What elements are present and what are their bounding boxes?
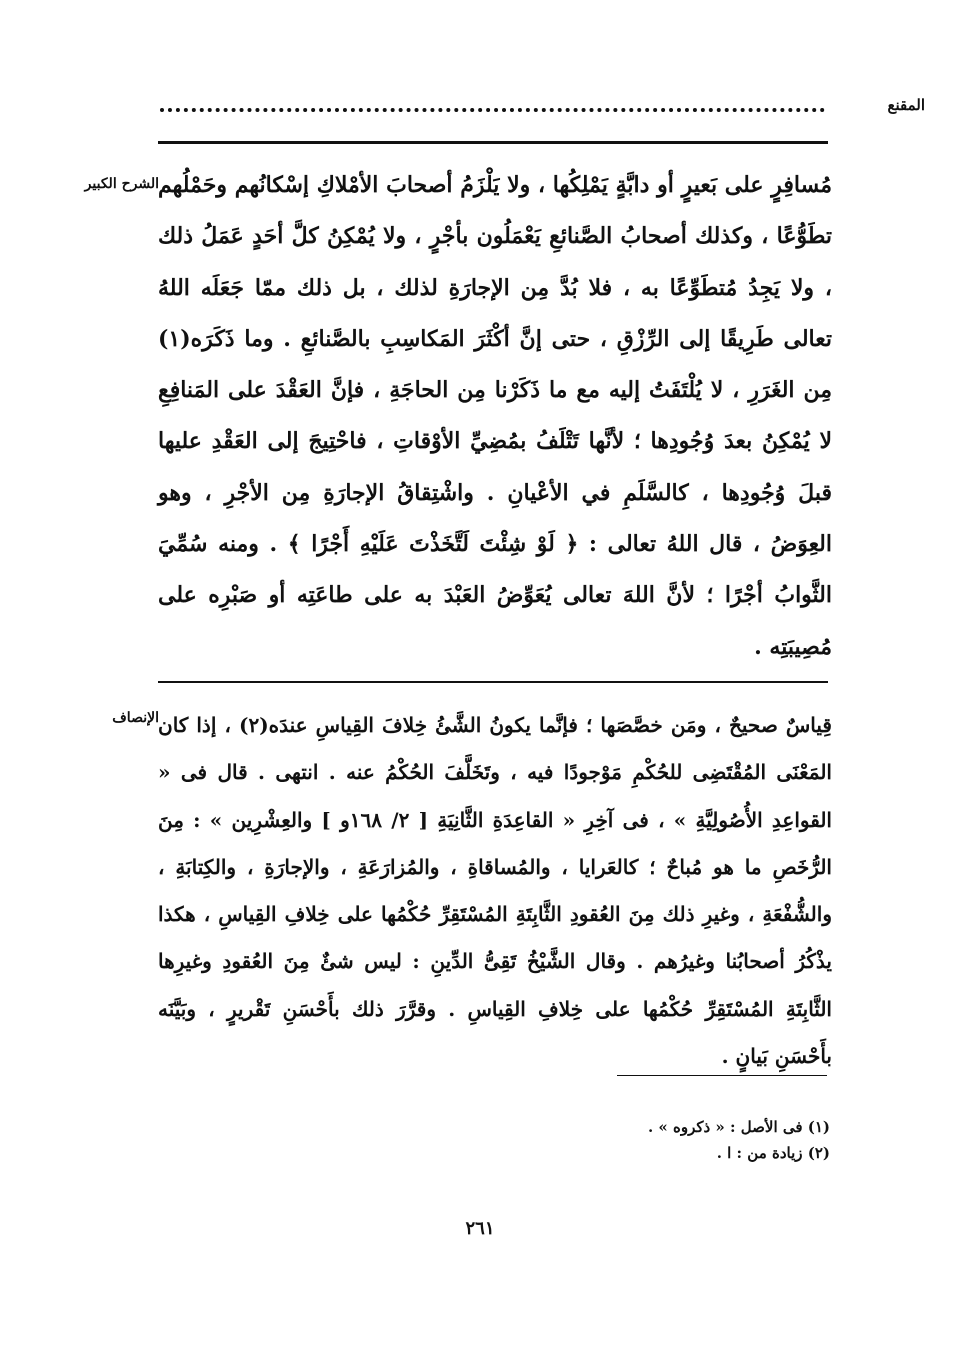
running-head-title: المقنع — [887, 96, 925, 114]
sharh-paragraph: مُسافِرٍ على بَعيرٍ أو دابَّةٍ يَمْلِكُها ، ولا يَلْزَمُ أصحابَ الأمْلاكِ إسْكانُهم وحَمْلُهم تطَوُّعًا ، وكذلك أصحابُ الصَّنائعِ يَعْمَلُون بأجْرٍ ، ولا يُمْكِنُ كلَّ أحَدٍ عَمَلُ ذلك ، ولا يَجِدُ مُتطَوِّعًا به ، فلا بُدَّ مِن الإجارَةِ لذلك ، بل ذلك ممّا جَعَلَه اللهُ تعالى طَرِيقًا إلى الرِّزْقِ ، حتى إنَّ أكْثَرَ المَكاسِبِ بالصَّنائعِ . وما ذَكَرَه(١) مِن الغَرَرِ ، لا يُلْتَفَتُ إليه مع ما ذَكَرْنا مِن الحاجَةِ ، فإنَّ العَقْدَ على المَنافِعِ لا يُمْكِنُ بعدَ وُجُودِها ؛ لأنَّها تَتْلَفُ بمُضِيِّ الأوْقاتِ ، فاحْتِيجَ إلى العَقْدِ عليها قبلَ وُجُودِها ، كالسَّلَمِ في الأعْيانِ . واشْتِقاقُ الإجارَةِ مِن الأجْرِ ، وهو العِوَضُ ، قال اللهُ تعالى : ﴿ لَوْ شِئْتَ لَتَّخَذْتَ عَلَيْهِ أَجْرًا ﴾ . ومنه سُمِّيَ الثَّوابُ أجْرًا ؛ لأنَّ اللهَ تعالى يُعَوِّضُ العَبْدَ به على طاعَتِه أو صَبْرِه على مُصِيبَتِه . — [158, 172, 832, 660]
running-head — [150, 96, 925, 136]
running-head-dotted-leader — [160, 108, 825, 112]
insaf-paragraph: قِياسٌ صحيحٌ ، ومَن خصَّصَها ؛ فإنَّما يكونُ الشَّئُ خِلافَ القِياسِ عندَه(٢) ، إذا كان المَعْنَى المُقْتَضِى للحُكْمِ مَوْجودًا فيه ، وتَخَلَّفَ الحُكْمُ عنه . انتهى . قال فى « القواعِدِ الأُصُولِيَّةِ » ، فى آخِرِ « القاعِدَةِ الثَّانِيَةِ [ ٢/ ١٦٨و ] والعِشْرِين » : مِنَ الرُّخَصِ ما هو مُباحٌ ؛ كالعَرايا ، والمُساقاةِ ، والمُزارَعَةِ ، والإجارَةِ ، والكِتابَةِ ، والشُّفْعَةِ ، وغيرِ ذلك مِنَ العُقودِ الثَّابِتَةِ المُسْتَقِرِّ حُكْمُها على خِلافِ القِياسِ ، هكذا يذْكُرُ أصحابُنا وغيرُهم . وقال الشَّيْخُ تَقِىُّ الدِّينِ : ليس شئٌ مِنَ العُقودِ وغيرِها الثَّابِتَةِ المُسْتَقِرِّ حُكْمُها على خِلافِ القِياسِ . وقرَّرَ ذلك بأَحْسَنِ تَقْريرٍ ، وبَيَّنَه بأَحْسَنِ بَيانٍ . — [158, 713, 832, 1069]
sharh-section-label: الشرح الكبير — [84, 176, 159, 192]
insaf-body-text — [158, 702, 832, 1080]
sharh-body-text — [158, 160, 832, 673]
section-divider — [158, 681, 828, 683]
footnote-1: (١) فى الأصل : « ذكروه » . — [647, 1118, 830, 1136]
footnotes — [470, 1114, 830, 1166]
footnote-rule — [617, 1075, 827, 1076]
insaf-section-label: الإنصاف — [112, 710, 159, 726]
header-rule — [158, 141, 828, 144]
page-number: ٢٦١ — [465, 1218, 495, 1239]
footnote-2: (٢) زيادة من : ا . — [716, 1144, 830, 1162]
